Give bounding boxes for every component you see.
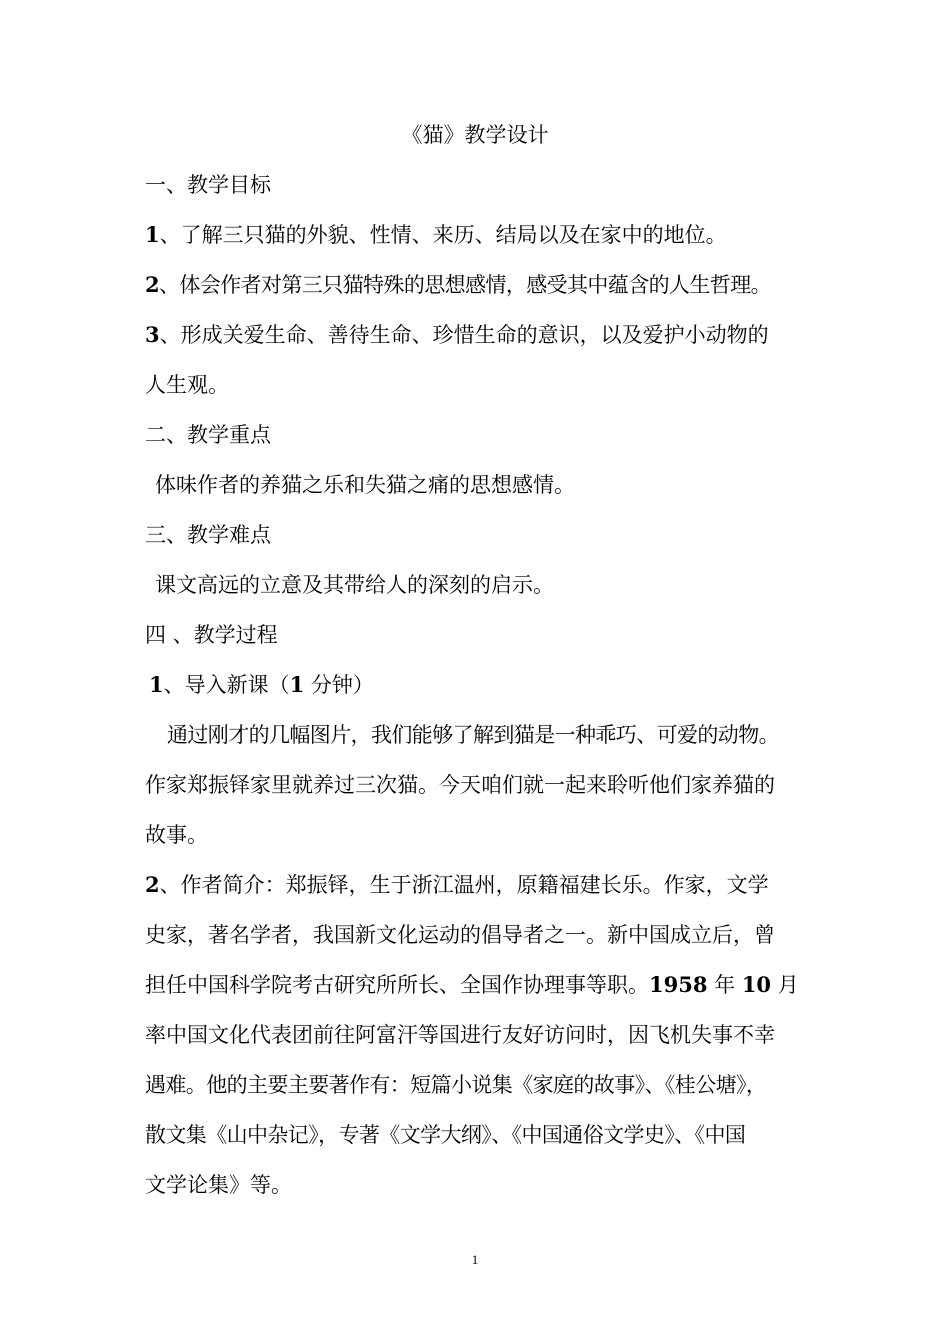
process-step-2-line (145, 871, 810, 899)
objective-number: 3 (145, 322, 160, 347)
year-unit: 年 (707, 973, 742, 997)
objective-text: 、形成关爱生命、善待生命、珍惜生命的意识，以及爱护小动物的 (159, 323, 769, 347)
objective-item-3 (145, 321, 810, 349)
month-value: 10 (741, 972, 772, 997)
step-text: 担任中国科学院考古研究所所长、全国作协理事等职。 (145, 973, 649, 997)
process-step-1-heading (149, 671, 814, 699)
objective-number: 2 (145, 272, 160, 297)
difficulties-body: 课文高远的立意及其带给人的深刻的启示。 (155, 573, 554, 597)
step-minutes: 1 (289, 672, 305, 697)
process-step-2-line: 率中国文化代表团前往阿富汗等国进行友好访问时，因飞机失事不幸 (145, 1023, 775, 1047)
process-step-2-line (145, 971, 810, 999)
step-text: 、作者简介：郑振铎，生于浙江温州，原籍福建长乐。作家，文学 (159, 873, 769, 897)
section-heading-key-points: 二、教学重点 (145, 423, 271, 447)
objective-item-1 (145, 221, 810, 249)
process-step-1-paragraph-line: 通过刚才的几幅图片，我们能够了解到猫是一种乖巧、可爱的动物。 (167, 723, 779, 747)
process-step-1-paragraph-line: 作家郑振铎家里就养过三次猫。今天咱们就一起来聆听他们家养猫的 (145, 773, 775, 797)
objective-text: 、体会作者对第三只猫特殊的思想感情，感受其中蕴含的人生哲理。 (159, 273, 772, 297)
process-step-2-line: 遇难。他的主要主要著作有：短篇小说集《家庭的故事》、《桂公塘》， (145, 1073, 767, 1097)
month-unit: 月 (771, 973, 799, 997)
section-heading-difficulties: 三、教学难点 (145, 523, 271, 547)
page-number: 1 (471, 1252, 479, 1267)
step-title: 、导入新课（ (163, 673, 290, 697)
key-points-body: 体味作者的养猫之乐和失猫之痛的思想感情。 (155, 473, 575, 497)
step-number: 1 (149, 672, 164, 697)
process-step-1-paragraph-line: 故事。 (145, 823, 208, 847)
process-step-2-line: 史家，著名学者，我国新文化运动的倡导者之一。新中国成立后，曾 (145, 923, 775, 947)
objective-number: 1 (145, 222, 160, 247)
section-heading-process: 四 、教学过程 (145, 623, 278, 647)
section-heading-objectives: 一、教学目标 (145, 173, 271, 197)
process-step-2-line: 散文集《山中杂记》，专著《文学大纲》、《中国通俗文学史》、《中国 (145, 1123, 746, 1147)
step-title-end: 分钟） (304, 673, 374, 697)
step-number: 2 (145, 872, 160, 897)
document-title: 《猫》教学设计 (401, 123, 549, 147)
year-value: 1958 (649, 972, 708, 997)
objective-item-2 (145, 271, 810, 299)
objective-item-3-continued: 人生观。 (145, 373, 229, 397)
process-step-2-line: 文学论集》等。 (145, 1173, 292, 1197)
objective-text: 、了解三只猫的外貌、性情、来历、结局以及在家中的地位。 (159, 223, 727, 247)
